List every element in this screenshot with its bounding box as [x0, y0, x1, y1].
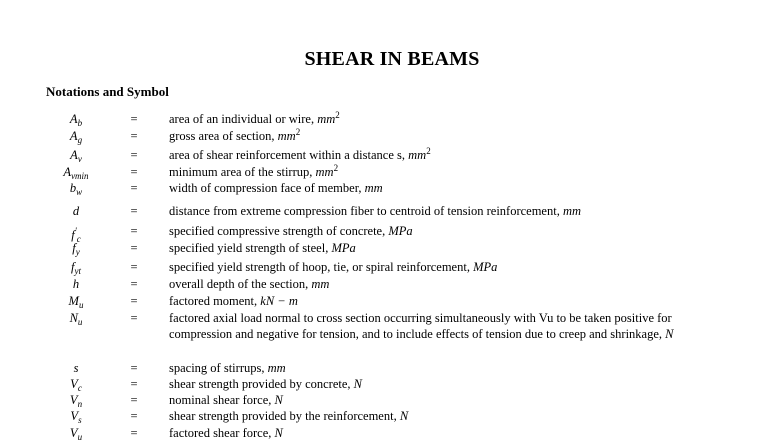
equals-sign: = [130, 165, 138, 179]
notation-description: overall depth of the section, mm [169, 277, 330, 291]
notation-symbol: $b_w$ [69, 181, 83, 197]
notation-description: shear strength provided by the reinforcement, N [169, 409, 409, 423]
equals-sign: = [130, 181, 138, 195]
notation-symbol: $f_y$ [72, 241, 80, 257]
equals-sign: = [130, 260, 138, 274]
notation-unit: mm [267, 361, 286, 375]
notation-description: shear strength provided by concrete, N [169, 377, 362, 391]
equals-sign: = [130, 277, 138, 291]
notation-symbol: $V_u$ [69, 426, 83, 442]
equals-sign: = [130, 294, 138, 308]
notation-unit: N [353, 377, 362, 391]
equals-sign: = [130, 426, 138, 440]
notation-symbol: $N_u$ [69, 311, 83, 327]
equals-sign: = [130, 361, 138, 375]
notation-description: specified yield strength of steel, MPa [169, 241, 356, 255]
notation-symbol: $A_b$ [69, 112, 83, 128]
notation-description: area of shear reinforcement within a distance s, $mm^2$ [169, 146, 431, 162]
notation-description: factored axial load normal to cross section occurring simultaneously with Vu to be taken positive for compression and negative for tension, and to include effects of tension due to creep and shrinkage, N [169, 311, 674, 341]
notation-unit: mm [317, 112, 336, 126]
notation-unit: N [665, 327, 674, 341]
notation-symbol: s [73, 361, 79, 375]
notation-unit: mm [364, 181, 383, 195]
notation-symbol: $V_s$ [70, 409, 82, 425]
notation-description: distance from extreme compression fiber to centroid of tension reinforcement, mm [169, 204, 582, 218]
equals-sign: = [130, 393, 138, 407]
notation-symbol: $V_n$ [69, 393, 83, 409]
equals-sign: = [130, 129, 138, 143]
notation-symbol: d [72, 204, 80, 218]
notation-description: nominal shear force, N [169, 393, 283, 407]
notation-description: gross area of section, $mm^2$ [169, 127, 301, 143]
notation-description: width of compression face of member, mm [169, 181, 383, 195]
notation-symbol: $A_g$ [69, 129, 83, 145]
notation-symbol: $A_v$ [70, 148, 82, 164]
notation-symbol: $V_c$ [70, 377, 82, 393]
notation-unit: mm [562, 204, 582, 218]
notation-unit: mm [408, 148, 427, 162]
notation-unit: MPa [331, 241, 356, 255]
notation-symbol: $A_{vmin}$ [63, 165, 89, 181]
equals-sign: = [130, 224, 138, 238]
notation-symbol: h [72, 277, 80, 291]
notation-unit: MPa [388, 224, 413, 238]
equals-sign: = [130, 148, 138, 162]
notation-unit: mm [311, 277, 330, 291]
notation-symbol: $f'_c$ [71, 226, 81, 245]
equals-sign: = [130, 409, 138, 423]
notation-description: area of an individual or wire, $mm^2$ [169, 110, 340, 126]
notation-unit: N [399, 409, 409, 423]
notation-symbol: $M_u$ [68, 294, 84, 310]
equals-sign: = [130, 241, 138, 255]
notation-description: spacing of stirrups, mm [169, 361, 286, 375]
notation-unit: kN − m [260, 294, 298, 308]
equals-sign: = [130, 112, 138, 126]
notation-unit: N [274, 393, 283, 407]
notation-description: factored shear force, N [169, 426, 283, 440]
notation-unit: mm [277, 129, 296, 143]
notation-description: minimum area of the stirrup, $mm^2$ [169, 163, 339, 179]
notation-symbol: $f_{yt}$ [71, 260, 81, 276]
equals-sign: = [130, 204, 138, 218]
page-title: SHEAR IN BEAMS [304, 48, 480, 70]
equals-sign: = [130, 377, 138, 391]
notation-unit: N [274, 426, 283, 440]
equals-sign: = [130, 311, 138, 325]
notation-description: specified yield strength of hoop, tie, or spiral reinforcement, MPa [169, 260, 498, 274]
notation-unit: mm [315, 165, 334, 179]
notation-description: specified compressive strength of concrete, MPa [169, 224, 413, 238]
notation-description: factored moment, kN − m [169, 294, 298, 308]
section-heading: Notations and Symbol [46, 84, 169, 99]
notation-unit: MPa [473, 260, 498, 274]
